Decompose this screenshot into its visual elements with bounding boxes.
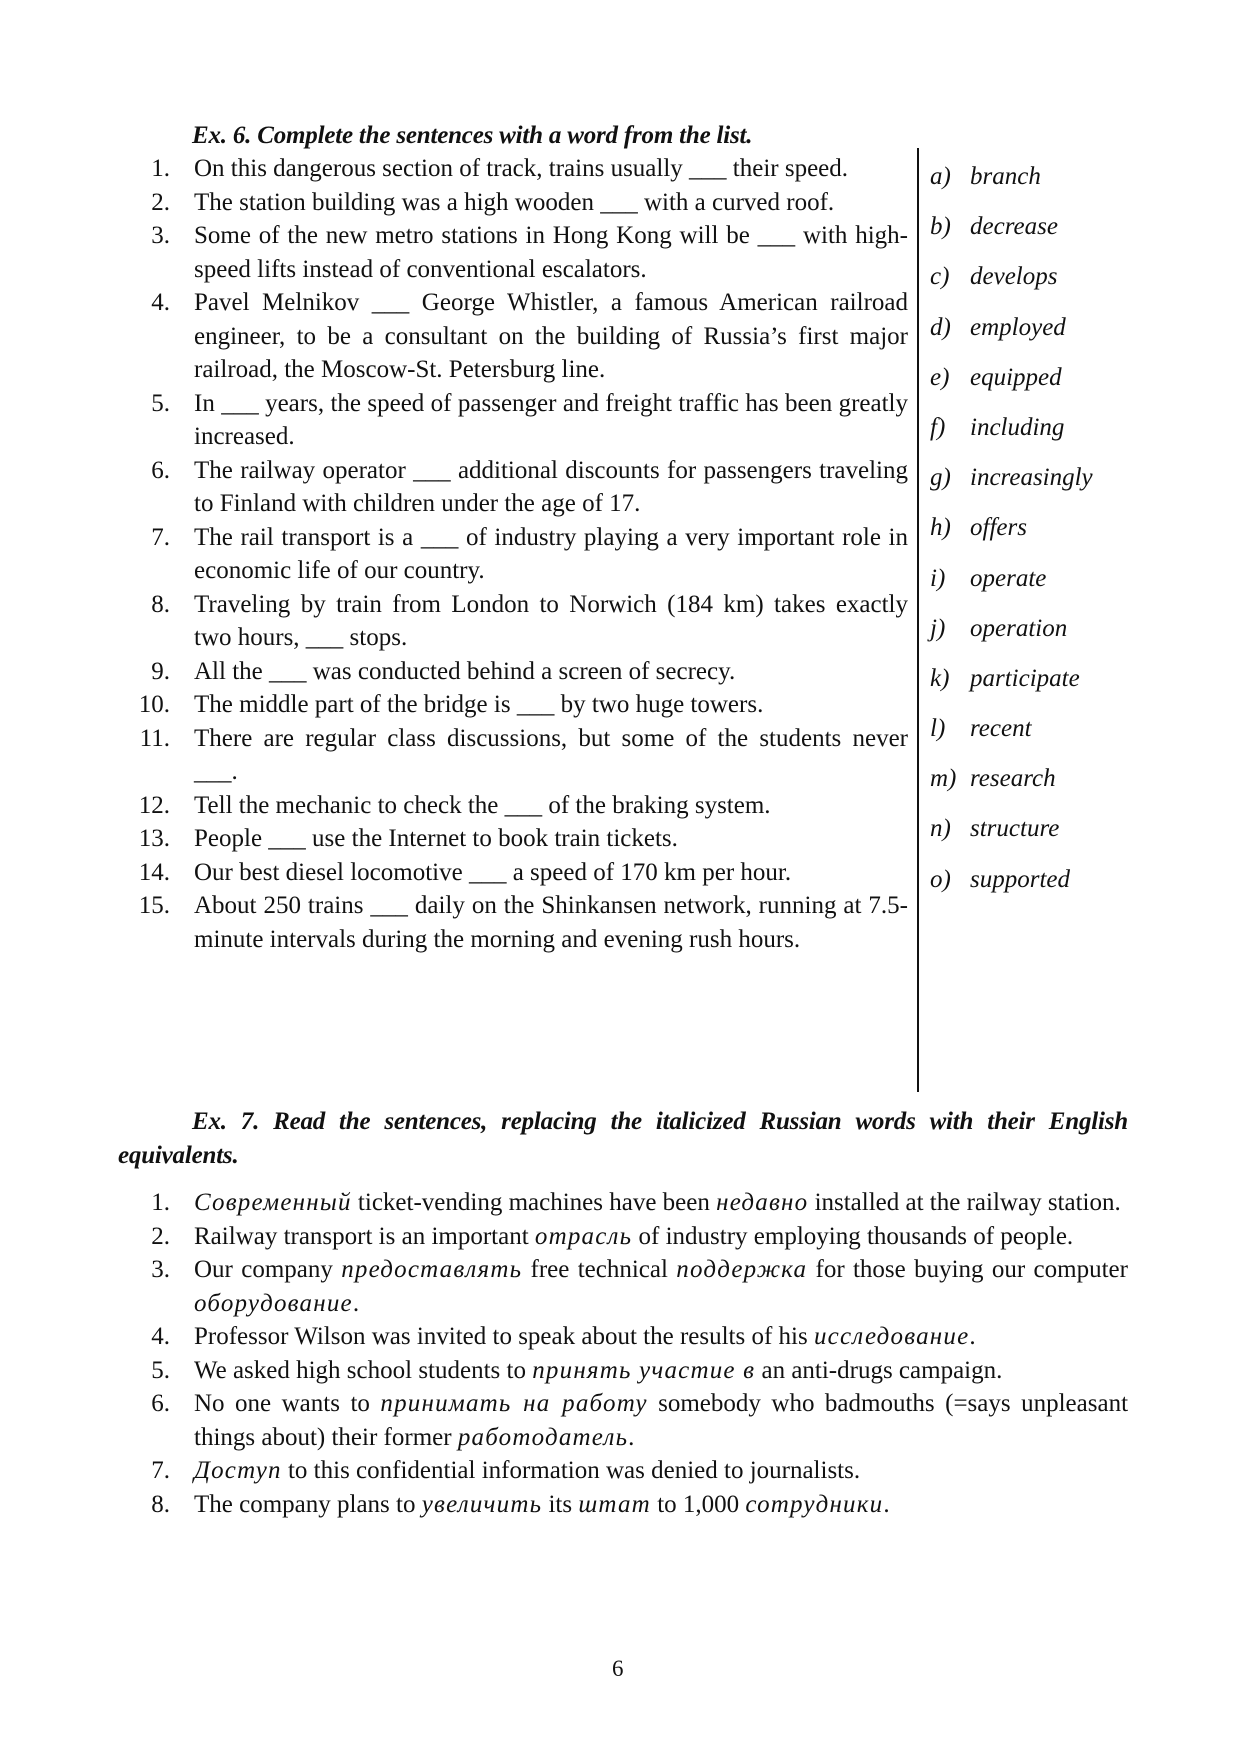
russian-term: принять участие в [532,1356,756,1384]
option-word: employed [970,313,1066,341]
english-text: Our company [194,1256,342,1283]
sentence-number: 8. [151,590,170,618]
english-text: free technical [522,1256,677,1283]
russian-term: сотрудники [745,1490,884,1518]
sentence-number: 6. [151,456,170,484]
english-text: . [883,1490,890,1518]
english-text: of industry employing thousands of people. [632,1222,1074,1250]
sentence-item [151,588,908,655]
sentence-item [151,1488,1128,1522]
english-text: ticket-vending machines have been [351,1189,717,1216]
english-text: somebody who badmouths (=says unpleasant things about) their former [194,1390,1129,1451]
sentence-number: 3. [151,1256,170,1283]
sentence-item [151,152,908,186]
option-word: including [970,413,1065,441]
sentence-text: People ___ use the Internet to book train tickets. [194,825,678,852]
option-letter: c) [930,263,950,291]
sentence-item [151,1320,1128,1354]
sentence-number: 7. [151,1457,170,1484]
sentence-text [194,1354,1128,1388]
sentence-text: The rail transport is a ___ of industry playing a very important role in economic life of our country. [194,523,908,584]
russian-term: недавно [716,1189,809,1216]
english-text: to this confidential information was denied to journalists. [281,1457,861,1484]
sentence-text [194,1220,1128,1254]
word-option [930,353,1093,403]
english-text: an anti-drugs campaign. [755,1356,1003,1384]
option-word: recent [970,715,1032,743]
russian-term: принимать на работу [380,1390,648,1417]
english-text: . [969,1323,976,1350]
sentence-number: 4. [151,1323,170,1350]
sentence-text: The railway operator ___ additional discounts for passengers traveling to Finland with children under the age of 17. [194,456,908,517]
russian-term: Современный [194,1189,352,1216]
word-option [930,554,1093,604]
sentence-number: 2. [151,188,170,216]
word-option [930,654,1093,704]
sentence-text: There are regular class discussions, but some of the students never ___. [194,724,908,785]
sentence-number: 6. [151,1390,170,1417]
sentence-item [138,822,908,856]
word-option [930,252,1093,302]
sentence-item [139,722,908,789]
sentence-item [151,387,908,454]
russian-term: отрасль [534,1222,633,1250]
page-number: 6 [612,1656,624,1681]
sentence-item [151,186,908,220]
sentence-text: The station building was a high wooden ___ with a curved roof. [194,188,835,216]
sentence-item [151,521,908,588]
word-option [930,754,1093,804]
sentence-text [194,1488,1128,1522]
sentence-number: 3. [151,222,170,249]
option-word: structure [970,815,1060,843]
sentence-item [138,789,908,823]
sentence-item [151,219,908,286]
english-text: The company plans to [194,1490,422,1518]
word-option [930,855,1093,905]
sentence-number: 5. [151,1356,170,1384]
russian-term: предоставлять [341,1256,523,1283]
russian-term: Доступ [194,1457,282,1484]
option-letter: m) [930,765,957,793]
option-letter: g) [930,464,951,492]
sentence-number: 1. [151,155,170,182]
sentence-number: 9. [151,657,170,685]
sentence-text: On this dangerous section of track, trains usually ___ their speed. [194,155,849,182]
option-letter: k) [930,664,950,692]
option-letter: j) [930,614,946,642]
sentence-item [151,1454,1128,1488]
sentence-text: About 250 trains ___ daily on the Shinkansen network, running at 7.5-minute intervals during the morning and evening rush hours. [194,892,908,953]
option-letter: b) [930,213,951,241]
sentence-item [151,286,908,387]
sentence-item [151,655,908,689]
option-letter: o) [930,865,951,893]
exercise-7-sentence-list [151,1186,1129,1521]
english-text: to 1,000 [650,1490,746,1518]
sentence-item [151,1253,1128,1320]
exercise-6-title: Ex. 6. Complete the sentences with a word from the list. [192,122,753,149]
sentence-item [138,889,908,956]
option-word: offers [970,514,1027,542]
sentence-item [138,856,908,890]
sentence-text: Pavel Melnikov ___ George Whistler, a famous American railroad engineer, to be a consultant on the building of Russia’s first major railroad, the Moscow-St. Petersburg line. [194,289,908,383]
sentence-item [151,1186,1128,1220]
exercise-6-sentence-list [138,152,908,956]
russian-term: увеличить [421,1490,543,1518]
sentence-text: Tell the mechanic to check the ___ of the braking system. [194,791,771,819]
sentence-number: 8. [151,1490,170,1518]
sentence-number: 15. [138,892,170,919]
option-word: increasingly [970,464,1093,492]
option-word: branch [970,163,1041,190]
exercise-7-title: Ex. 7. Read the sentences, replacing the italicized Russian words with their English equivalents. [118,1108,1128,1169]
word-option [930,202,1093,252]
option-word: develops [970,263,1058,291]
word-option [930,503,1093,553]
sentence-text: In ___ years, the speed of passenger and freight traffic has been greatly increased. [194,389,908,450]
english-text: . [628,1423,635,1451]
option-word: equipped [970,363,1062,391]
option-word: participate [970,664,1080,692]
english-text: We asked high school students to [194,1356,533,1384]
option-word: supported [970,865,1070,893]
option-letter: f) [930,413,946,441]
sentence-number: 11. [139,724,170,752]
english-text: Railway transport is an important [194,1222,535,1250]
english-text: . [352,1289,360,1317]
option-word: operation [970,614,1068,642]
sentence-number: 4. [151,289,170,316]
option-letter: n) [930,815,951,843]
sentence-item [151,1387,1129,1454]
sentence-item [151,1220,1128,1254]
option-word: research [970,765,1056,793]
word-option [930,403,1093,453]
word-option [930,453,1093,503]
sentence-text [194,1253,1128,1320]
english-text: for those buying our computer [807,1256,1128,1283]
sentence-number: 2. [151,1222,170,1250]
option-letter: e) [930,363,950,391]
russian-term: поддержка [676,1256,808,1283]
option-letter: h) [930,514,951,542]
column-divider [917,148,919,1092]
russian-term: штат [578,1490,651,1518]
sentence-text: Our best diesel locomotive ___ a speed of 170 km per hour. [194,858,792,886]
word-option [930,704,1093,754]
english-text: installed at the railway station. [808,1189,1121,1216]
sentence-number: 5. [151,389,170,417]
word-option [930,804,1093,854]
option-letter: d) [930,313,951,341]
sentence-text [194,1387,1128,1454]
sentence-text: Traveling by train from London to Norwich (184 km) takes exactly two hours, ___ stops. [194,590,908,651]
option-letter: a) [930,163,951,190]
word-option [930,303,1093,353]
sentence-item [151,1354,1128,1388]
option-word: operate [970,564,1047,592]
english-text: Professor Wilson was invited to speak about the results of his [194,1323,814,1350]
sentence-item [138,688,908,722]
option-letter: l) [930,715,946,743]
sentence-number: 10. [138,691,170,718]
sentence-item [151,454,908,521]
russian-term: исследование [813,1323,970,1350]
sentence-text [194,1454,1128,1488]
sentence-number: 13. [138,825,170,852]
word-option [930,604,1093,654]
english-text: its [542,1490,579,1518]
option-word: decrease [970,213,1058,241]
english-text: No one wants to [194,1390,381,1417]
word-list [930,152,1093,905]
option-letter: i) [930,564,946,592]
sentence-number: 1. [151,1189,170,1216]
word-option [930,152,1093,202]
sentence-text: Some of the new metro stations in Hong Kong will be ___ with high-speed lifts instead of conventional escalators. [194,222,908,283]
sentence-text [194,1320,1128,1354]
russian-term: работодатель [457,1423,629,1451]
sentence-text: The middle part of the bridge is ___ by two huge towers. [194,691,764,718]
sentence-text [194,1186,1128,1220]
sentence-number: 14. [138,858,170,886]
sentence-text: All the ___ was conducted behind a screen of secrecy. [194,657,736,685]
russian-term: оборудование [194,1289,353,1317]
sentence-number: 7. [151,523,170,551]
sentence-number: 12. [138,791,170,819]
